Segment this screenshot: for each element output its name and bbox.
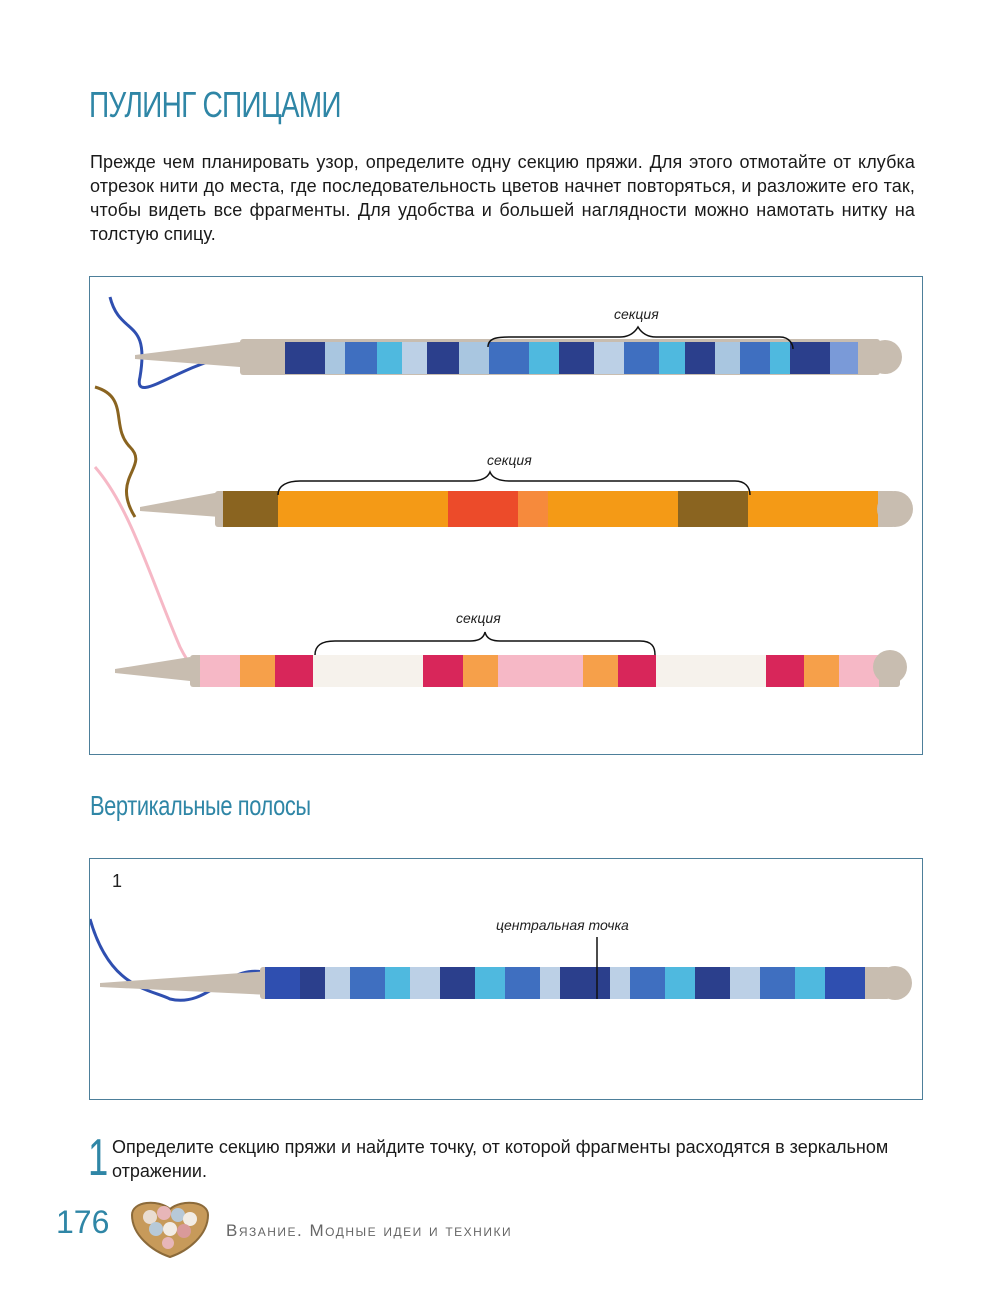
section-heading: Вертикальные полосы xyxy=(90,790,311,821)
page-title: ПУЛИНГ СПИЦАМИ xyxy=(89,84,341,125)
yarn-basket-icon xyxy=(128,1195,212,1259)
figure-step-number: 1 xyxy=(112,871,123,891)
page-number: 176 xyxy=(56,1204,110,1240)
center-point-label: центральная точка xyxy=(496,917,629,933)
book-title: Вязание. Модные идеи и техники xyxy=(226,1221,513,1240)
intro-paragraph: Прежде чем планировать узор, определите одну секцию пряжи. Для этого отмотайте от клубка отрезок нити до места, где последовательность цветов начнет повторяться, и разложите его так, чтобы видеть все фрагменты. Для удобства и большей наглядности можно намотать нитку на толстую спицу. xyxy=(90,152,915,244)
yarn-needles-illustration xyxy=(90,277,922,754)
center-point-illustration xyxy=(90,859,922,1099)
section-label-blue: секция xyxy=(614,306,659,322)
section-label-orange: секция xyxy=(487,452,532,468)
step-text: Определите секцию пряжи и найдите точку, от которой фрагменты расходятся в зеркальном отражении. xyxy=(112,1137,889,1181)
figure-step-1 xyxy=(89,858,923,1100)
section-label-pink: секция xyxy=(456,610,501,626)
blue-yarn-needle xyxy=(110,297,902,388)
step-number: 1 xyxy=(88,1129,109,1187)
figure-yarn-sections xyxy=(89,276,923,755)
